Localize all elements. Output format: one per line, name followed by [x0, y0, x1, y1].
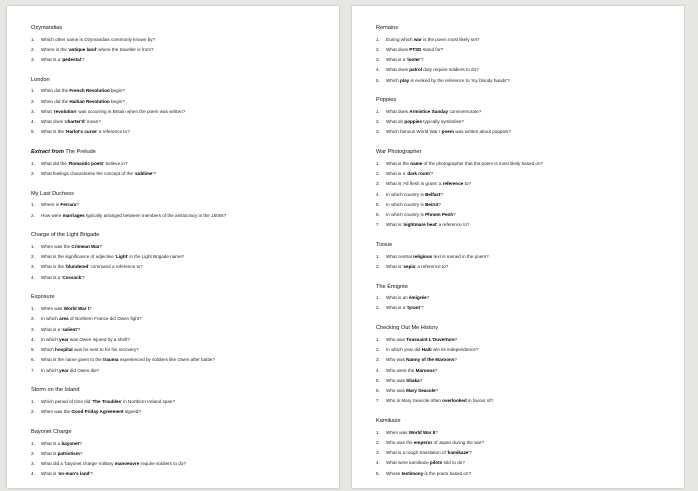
- section-title: [31, 293, 325, 301]
- section-title: [31, 428, 325, 436]
- question-number: 1.: [376, 429, 380, 435]
- section-title-text: Storm on the Island: [31, 387, 80, 394]
- section-title-text: Charge of the Light Brigade: [31, 232, 100, 239]
- key-term: tyrant: [407, 305, 421, 311]
- question-item: [376, 210, 670, 220]
- key-term: revolution: [53, 108, 77, 114]
- question-text: Where is the 'antique land' where the traveller is from?: [41, 46, 154, 52]
- section-title-text: My Last Duchess: [31, 190, 74, 197]
- key-term: The Troubles: [92, 398, 122, 404]
- question-text: In which country is Belfast?: [386, 191, 443, 197]
- key-term: Shaka: [406, 377, 420, 383]
- question-text: Who was Nanny of the Maroons?: [386, 357, 457, 363]
- section-title: [376, 324, 670, 332]
- question-number: 3.: [31, 461, 35, 466]
- section-my-last-duchess: [31, 190, 325, 221]
- question-number: 5.: [376, 377, 380, 383]
- question-number: 1.: [31, 160, 35, 166]
- question-text: What is a 'dark room'?: [386, 171, 434, 177]
- key-term: testimony: [401, 470, 424, 476]
- question-number: 3.: [31, 108, 35, 114]
- question-item: [31, 469, 325, 479]
- question-text: What is an émigrée?: [386, 295, 430, 301]
- section-title-text: Ozymandias: [31, 25, 63, 31]
- question-item: [376, 345, 670, 355]
- question-number: 1.: [376, 160, 380, 166]
- key-term: Belfast: [425, 191, 441, 197]
- key-term: pedestal: [62, 57, 81, 63]
- question-text: In which year did Haiti win its independence?: [386, 347, 479, 353]
- question-number: 6.: [376, 388, 380, 394]
- question-item: [31, 107, 325, 117]
- section-title: [376, 24, 670, 32]
- question-number: 3.: [376, 57, 380, 63]
- section-title-text: Tissue: [376, 242, 393, 249]
- question-text: Which period of time did 'The Troubles' in Northern Ireland span?: [41, 398, 176, 404]
- question-text: In which area of Northern France did Owen fight?: [41, 316, 142, 322]
- question-item: [376, 65, 670, 75]
- question-text: What is a rough translation of 'kamikaze'?: [386, 450, 472, 456]
- question-item: [31, 407, 325, 417]
- key-term: bayonet: [61, 440, 80, 446]
- key-term: year: [59, 336, 69, 342]
- section-london: [31, 76, 325, 138]
- question-number: 2.: [376, 46, 380, 52]
- question-number: 2.: [31, 316, 35, 322]
- section-title: [31, 231, 325, 239]
- question-item: [376, 45, 670, 55]
- question-text: What is the 'Harlot's curse' a reference to?: [41, 129, 130, 135]
- question-item: [31, 211, 325, 221]
- section-poppies: [376, 96, 670, 137]
- key-term: Crimean War: [71, 243, 100, 249]
- question-text: What did the 'Romantic poets' believe in?: [41, 160, 128, 166]
- question-item: [31, 345, 325, 355]
- question-item: [376, 335, 670, 345]
- question-text: What is a 'salient'?: [41, 326, 81, 332]
- question-item: [376, 220, 670, 230]
- section-title-text: The Prelude: [63, 149, 96, 156]
- section-title-text: The Émigrée: [376, 283, 409, 290]
- key-term: blundered: [66, 264, 89, 270]
- section-title: [31, 24, 325, 32]
- question-item: [376, 190, 670, 200]
- question-text: Who was Mary Seacole?: [386, 388, 439, 394]
- question-text: What is a 'tyrant'?: [386, 305, 424, 311]
- question-text: What does 'charter'd' mean?: [41, 119, 101, 125]
- question-item: [376, 458, 670, 468]
- section-title-text: Bayonet Charge: [31, 428, 72, 435]
- question-number: 5.: [31, 129, 35, 135]
- question-item: [31, 117, 325, 127]
- question-number: 6.: [31, 357, 35, 363]
- question-text: When was World War I?: [41, 306, 92, 312]
- question-item: [376, 35, 670, 45]
- question-item: [31, 366, 325, 376]
- question-number: 1.: [376, 108, 380, 114]
- question-item: [376, 366, 670, 376]
- question-item: [31, 439, 325, 449]
- question-number: 1.: [31, 440, 35, 446]
- question-item: [31, 273, 325, 283]
- key-term: no-man's land: [58, 471, 90, 477]
- question-item: [376, 252, 670, 262]
- section-war-photographer: [376, 148, 670, 230]
- question-text: Whose testimony is the poem based on?: [386, 470, 472, 476]
- question-item: [376, 376, 670, 386]
- section-exposure: [31, 293, 325, 375]
- question-item: [376, 76, 670, 86]
- key-term: sepia: [403, 263, 416, 269]
- left-page: [7, 6, 339, 488]
- key-term: hospital: [55, 347, 73, 353]
- question-text: What is patriotism?: [41, 450, 83, 456]
- key-term: Toussaint L'Ouverture: [406, 336, 455, 342]
- question-number: 1.: [376, 295, 380, 301]
- section-title-text: London: [31, 76, 50, 83]
- section-remains: [376, 24, 670, 86]
- question-number: 5.: [376, 201, 380, 207]
- section-title: [376, 417, 670, 425]
- question-item: [376, 200, 670, 210]
- question-text: Which other name is Ozymandias commonly known by?: [41, 36, 156, 42]
- question-text: Which play is evoked by the reference to 'my bloody hands'?: [386, 77, 510, 83]
- section-bayonet-charge: [31, 428, 325, 480]
- question-item: [31, 335, 325, 345]
- key-term: year: [59, 367, 69, 373]
- question-text: What does patrol duty require soldiers to do?: [386, 67, 479, 73]
- question-text: During which war is the poem most likely set?: [386, 36, 480, 42]
- question-number: 4.: [31, 336, 35, 342]
- question-item: [31, 304, 325, 314]
- question-number: 4.: [31, 274, 35, 280]
- question-text: What do poppies typically symbolise?: [386, 119, 464, 125]
- question-number: 3.: [376, 181, 380, 187]
- question-text: When did the Haitian Revolution begin?: [41, 98, 125, 104]
- question-item: [31, 35, 325, 45]
- key-term: antique land: [68, 46, 97, 52]
- key-term: religious: [413, 253, 433, 259]
- section-title-lead: Extract from: [31, 149, 64, 156]
- section-title-text: Remains: [376, 25, 399, 31]
- question-number: 2.: [376, 171, 380, 177]
- question-item: [376, 448, 670, 458]
- key-term: war: [413, 36, 422, 42]
- question-item: [376, 179, 670, 189]
- key-term: salient: [62, 326, 77, 332]
- key-term: Armistice Sunday: [409, 108, 449, 114]
- question-item: [31, 159, 325, 169]
- question-text: Who was Shaka?: [386, 377, 423, 383]
- section-title-text: War Photographer: [376, 149, 422, 156]
- key-term: area: [59, 316, 69, 322]
- key-term: charter'd: [65, 119, 85, 125]
- question-text: What is the significance of adjective 'Light' in the Light Brigade name?: [41, 254, 185, 260]
- question-item: [31, 262, 325, 272]
- key-term: looter: [407, 57, 421, 63]
- right-page: [352, 6, 684, 488]
- question-text: What central religious text is named in the poem?: [386, 253, 489, 259]
- question-item: [31, 252, 325, 262]
- question-number: 4.: [376, 191, 380, 197]
- key-term: name: [410, 160, 423, 166]
- question-number: 4.: [376, 460, 380, 466]
- key-term: trauma: [103, 357, 119, 363]
- question-text: Which hospital was he sent to for his recovery?: [41, 347, 139, 353]
- question-item: [31, 242, 325, 252]
- key-term: marriages: [62, 212, 85, 218]
- question-number: 2.: [31, 171, 35, 177]
- section-title: [31, 190, 325, 198]
- question-text: In which year was Owen injured by a shell?: [41, 336, 130, 342]
- question-item: [376, 169, 670, 179]
- key-term: nightmare heat: [403, 222, 437, 228]
- question-item: [31, 355, 325, 365]
- key-term: emperor: [413, 439, 433, 445]
- question-text: When was World War II?: [386, 429, 438, 435]
- section-title: [376, 283, 670, 291]
- question-text: What is 'nightmare heat' a reference to?: [386, 222, 470, 228]
- question-item: [31, 86, 325, 96]
- key-term: patriotism: [57, 450, 80, 456]
- question-number: 7.: [376, 222, 380, 228]
- question-item: [31, 200, 325, 210]
- key-term: Light: [115, 254, 128, 260]
- question-text: What is 'sepia' a reference to?: [386, 263, 449, 269]
- question-item: [376, 396, 670, 406]
- question-text: What is a 'Cossack'?: [41, 274, 85, 280]
- key-term: pilots: [429, 460, 443, 466]
- key-term: Phnom Penh: [425, 212, 454, 218]
- question-text: What does Armistice Sunday commemorate?: [386, 108, 482, 114]
- question-item: [376, 262, 670, 272]
- question-item: [376, 355, 670, 365]
- question-item: [31, 397, 325, 407]
- key-term: poppies: [404, 119, 423, 125]
- key-term: Cossack: [62, 274, 82, 280]
- key-term: play: [400, 77, 410, 83]
- key-term: reference: [442, 181, 464, 187]
- key-term: Good Friday Agreement: [71, 409, 124, 415]
- key-term: Beirut: [425, 201, 439, 207]
- question-number: 7.: [376, 398, 380, 404]
- question-number: 4.: [376, 67, 380, 73]
- key-term: Nanny of the Maroons: [406, 357, 455, 363]
- key-term: kamikaze: [447, 450, 469, 456]
- question-item: [31, 325, 325, 335]
- question-item: [376, 428, 670, 438]
- section-title: [31, 148, 325, 156]
- question-number: 2.: [31, 98, 35, 104]
- question-number: 2.: [31, 450, 35, 456]
- question-number: 7.: [31, 367, 35, 373]
- question-text: What is a 'looter'?: [386, 57, 424, 63]
- key-term: émigrée: [408, 295, 427, 301]
- question-number: 2.: [376, 347, 380, 353]
- question-text: Which famous World War I poem was written about poppies?: [386, 129, 511, 135]
- section-title: [31, 386, 325, 394]
- question-number: 2.: [376, 439, 380, 445]
- question-text: Who was the emperor of Japan during the war?: [386, 439, 485, 445]
- question-text: What is a bayonet?: [41, 440, 82, 446]
- question-item: [376, 127, 670, 137]
- key-term: Haiti: [421, 347, 432, 353]
- section-storm-on-the-island: [31, 386, 325, 417]
- question-text: In which country is Phnom Penh?: [386, 212, 456, 218]
- question-item: [31, 55, 325, 65]
- question-text: Where is Ferrara?: [41, 202, 79, 208]
- key-term: overlooked: [442, 398, 467, 404]
- question-text: What 'revolution' was occurring in Britain when the poem was written?: [41, 108, 186, 114]
- question-text: What is the 'blundered' command a reference to?: [41, 264, 143, 270]
- question-number: 2.: [376, 119, 380, 125]
- question-number: 4.: [31, 471, 35, 477]
- key-term: patrol: [409, 67, 423, 73]
- key-term: dark room: [407, 171, 430, 177]
- question-number: 3.: [31, 57, 35, 63]
- question-text: What feelings characterise the concept of the 'sublime'?: [41, 171, 156, 177]
- key-term: Maroons: [415, 367, 435, 373]
- section-charge-of-the-light-brigade: [31, 231, 325, 283]
- section-title: [31, 76, 325, 84]
- question-text: What does PTSD stand for?: [386, 46, 444, 52]
- key-term: manoeuvre: [114, 461, 140, 466]
- question-text: What were kamikaze pilots told to do?: [386, 460, 465, 466]
- key-term: poem: [441, 129, 454, 135]
- question-item: [376, 469, 670, 479]
- section-the-migr-e: [376, 283, 670, 314]
- question-number: 1.: [31, 36, 35, 42]
- question-number: 5.: [31, 347, 35, 353]
- question-item: [31, 45, 325, 55]
- question-number: 2.: [31, 46, 35, 52]
- question-number: 5.: [376, 470, 380, 476]
- question-number: 3.: [31, 326, 35, 332]
- question-number: 2.: [376, 305, 380, 311]
- question-number: 2.: [376, 263, 380, 269]
- section-title-text: Exposure: [31, 294, 55, 301]
- question-text: Who were the Maroons?: [386, 367, 438, 373]
- key-term: Harlot's curse: [66, 129, 97, 135]
- question-number: 1.: [31, 88, 35, 94]
- question-number: 3.: [31, 264, 35, 270]
- section-title: [376, 96, 670, 104]
- question-item: [376, 438, 670, 448]
- question-number: 4.: [376, 367, 380, 373]
- question-item: [31, 449, 325, 459]
- section-tissue: [376, 241, 670, 272]
- key-term: French Revolution: [69, 88, 110, 94]
- question-number: 2.: [31, 254, 35, 260]
- question-number: 1.: [376, 253, 380, 259]
- question-item: [376, 107, 670, 117]
- question-text: Who was Toussaint L'Ouverture?: [386, 336, 458, 342]
- key-term: sublime: [135, 171, 153, 177]
- section-kamikaze: [376, 417, 670, 479]
- question-text: When did the French Revolution begin?: [41, 88, 125, 94]
- question-text: What is the name given to the trauma experienced by soldiers like Owen after battle?: [41, 357, 215, 363]
- question-item: [376, 386, 670, 396]
- question-item: [31, 459, 325, 469]
- key-term: Mary Seacole: [406, 388, 436, 394]
- question-text: What is a 'pedestal'?: [41, 57, 85, 63]
- section-title: [376, 241, 670, 249]
- question-text: How were marriages typically arranged between members of the aristocracy in the 1500s?: [41, 212, 227, 218]
- question-item: [376, 293, 670, 303]
- question-item: [376, 55, 670, 65]
- question-number: 2.: [31, 212, 35, 218]
- section-title-text: Poppies: [376, 97, 397, 104]
- question-number: 6.: [376, 212, 380, 218]
- key-term: World War II: [408, 429, 436, 435]
- question-number: 3.: [376, 357, 380, 363]
- section-title: [376, 148, 670, 156]
- question-item: [376, 117, 670, 127]
- question-text: What did a 'bayonet charge' military manoeuvre require soldiers to do?: [41, 461, 187, 466]
- key-term: PTSD: [409, 46, 422, 52]
- question-item: [31, 97, 325, 107]
- section-title-text: Kamikaze: [376, 418, 401, 425]
- question-text: When was the Crimean War?: [41, 243, 103, 249]
- question-item: [31, 314, 325, 324]
- question-number: 5.: [376, 77, 380, 83]
- question-text: In which country is Beirut?: [386, 201, 441, 207]
- section-title-text: Checking Out Me History: [376, 325, 439, 332]
- question-number: 1.: [31, 243, 35, 249]
- key-term: Romantic poets: [68, 160, 104, 166]
- question-number: 1.: [376, 336, 380, 342]
- question-text: What is 'All flesh is grass' a reference to?: [386, 181, 472, 187]
- question-text: What is 'no-man's land'?: [41, 471, 93, 477]
- question-item: [31, 127, 325, 137]
- question-item: [376, 303, 670, 313]
- section-checking-out-me-history: [376, 324, 670, 406]
- key-term: Ferrara: [60, 202, 77, 208]
- question-text: Who is Mary Seacole often overlooked in favour of?: [386, 398, 494, 404]
- question-item: [31, 169, 325, 179]
- key-term: World War I: [63, 306, 89, 312]
- section-ozymandias: [31, 24, 325, 65]
- question-text: In which year did Owen die?: [41, 367, 100, 373]
- section-extract-from-the-prelude: [31, 148, 325, 179]
- question-item: [376, 159, 670, 169]
- question-number: 3.: [376, 129, 380, 135]
- key-term: Haitian Revolution: [69, 98, 110, 104]
- question-text: When was the Good Friday Agreement signed?: [41, 409, 141, 415]
- question-number: 4.: [31, 119, 35, 125]
- question-text: What is the name of the photographer that the poem is most likely based on?: [386, 160, 544, 166]
- question-number: 1.: [376, 36, 380, 42]
- question-number: 1.: [31, 306, 35, 312]
- question-number: 1.: [31, 202, 35, 208]
- question-number: 1.: [31, 398, 35, 404]
- question-number: 3.: [376, 450, 380, 456]
- question-number: 2.: [31, 409, 35, 415]
